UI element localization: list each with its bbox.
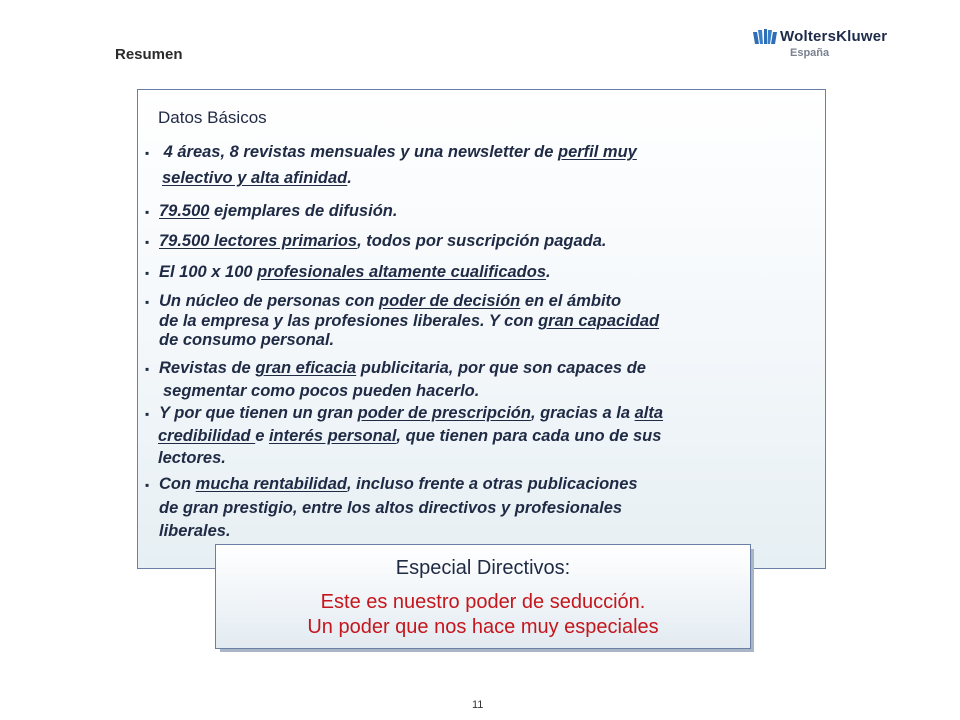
- callout-line-1: Este es nuestro poder de seducción.: [320, 591, 646, 613]
- bullet-text: .: [546, 263, 551, 281]
- wolters-kluwer-logo-icon: [752, 28, 778, 48]
- bullet-text: lectores.: [158, 449, 226, 467]
- bullet-underline: gran eficacia: [255, 359, 357, 377]
- bullet-marker: ▪: [145, 205, 150, 219]
- bullet-eficacia: [145, 357, 646, 402]
- bullet-text: , gracias a la: [530, 404, 635, 422]
- bullet-text: 4 áreas, 8 revistas mensuales y una newsletter de: [163, 143, 558, 161]
- bullet-prescripcion: [145, 402, 663, 469]
- bullet-text: .: [347, 169, 352, 187]
- callout-line-2: Un poder que nos hace muy especiales: [307, 616, 659, 638]
- logo-country: España: [790, 47, 830, 59]
- bullet-lectores: [145, 230, 607, 253]
- bullet-underline: gran capacidad: [538, 312, 660, 330]
- bullet-underline: mucha rentabilidad: [195, 475, 347, 493]
- bullet-text: segmentar como pocos pueden hacerlo.: [163, 382, 480, 400]
- bullet-text: de la empresa y las profesiones liberales. Y con: [159, 312, 539, 330]
- bullet-underline: 79.500: [159, 202, 210, 220]
- bullet-underline: interés personal: [268, 427, 397, 445]
- bullet-text: e: [255, 427, 269, 445]
- bullet-marker: ▪: [145, 295, 150, 309]
- bullet-underline: perfil muy: [557, 143, 637, 161]
- especial-directivos-callout: [215, 544, 751, 649]
- bullet-underline: 79.500 lectores primarios: [159, 232, 358, 250]
- bullet-text: Y por que tienen un gran: [159, 404, 358, 422]
- bullet-marker: ▪: [145, 478, 150, 492]
- bullet-marker: ▪: [145, 362, 150, 376]
- bullet-underline: poder de prescripción: [357, 404, 531, 422]
- box-heading: Datos Básicos: [158, 108, 267, 127]
- bullet-areas: [145, 141, 637, 189]
- bullet-marker: ▪: [145, 146, 150, 160]
- bullet-underline: profesionales altamente cualificados: [257, 263, 547, 281]
- bullet-text: de consumo personal.: [159, 331, 335, 349]
- bullet-text: en el ámbito: [520, 292, 622, 310]
- page-number: 11: [472, 699, 484, 711]
- bullet-text: Un núcleo de personas con: [159, 292, 380, 310]
- bullet-underline: alta: [634, 404, 664, 422]
- bullet-text: liberales.: [159, 522, 231, 540]
- bullet-text: , todos por suscripción pagada.: [357, 232, 607, 250]
- bullet-profesionales: [145, 261, 551, 284]
- bullet-text: , que tienen para cada uno de sus: [396, 427, 662, 445]
- bullet-marker: ▪: [145, 235, 150, 249]
- bullet-text: Con: [159, 475, 196, 493]
- section-title: Resumen: [115, 46, 183, 63]
- bullet-underline: selectivo y alta afinidad: [162, 169, 348, 187]
- bullet-underline: poder de decisión: [379, 292, 521, 310]
- callout-title: Especial Directivos:: [395, 557, 571, 579]
- wolters-kluwer-logo: [752, 26, 912, 66]
- logo-brand: WoltersKluwer: [780, 28, 888, 45]
- bullet-text: publicitaria, por que son capaces de: [356, 359, 646, 377]
- bullet-text: , incluso frente a otras publicaciones: [346, 475, 638, 493]
- bullet-text: ejemplares de difusión.: [209, 202, 398, 220]
- bullet-text: de gran prestigio, entre los altos directivos y profesionales: [159, 499, 623, 517]
- bullet-underline: credibilidad: [158, 427, 256, 445]
- bullet-ejemplares: [145, 200, 397, 223]
- bullet-rentabilidad: [145, 473, 638, 543]
- bullet-text: El 100 x 100: [159, 263, 258, 281]
- bullet-marker: ▪: [145, 266, 150, 280]
- bullet-nucleo: [145, 292, 659, 350]
- bullet-marker: ▪: [145, 407, 150, 421]
- bullet-text: Revistas de: [159, 359, 256, 377]
